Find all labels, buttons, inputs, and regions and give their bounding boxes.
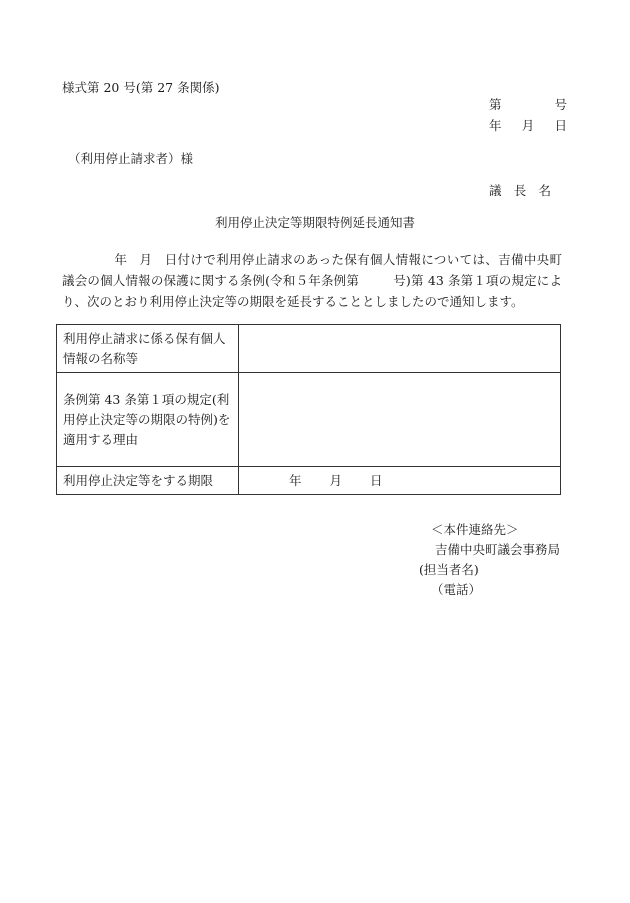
contact-block: [419, 520, 560, 600]
sender-char-1: 議: [489, 183, 502, 198]
addressee: （利用停止請求者）様: [68, 151, 194, 166]
issue-date-year: 年: [489, 118, 502, 133]
table-row: [57, 467, 561, 495]
issue-date: [489, 120, 567, 133]
row-value-deadline: [239, 467, 561, 495]
issue-date-month: 月: [521, 118, 535, 133]
body-year: 年: [114, 252, 128, 267]
body-paragraph: [62, 249, 562, 312]
table-row: [57, 373, 561, 467]
form-number: 様式第 20 号(第 27 条関係): [62, 80, 220, 95]
body-text-part-1: 日付けで利用停止請求のあった保有個人情報については、吉備中央町議会の個人情報の保護に関する条例(令和５年条例第: [62, 252, 562, 288]
row-value-reason: [239, 373, 561, 467]
sender-char-3: 名: [538, 183, 551, 198]
contact-person: (担当者名): [419, 562, 479, 577]
document-number: [489, 99, 567, 112]
body-text-part-2: 号)第 43 条第１項の規定により、次のとおり利用停止決定等の期限を延長することとしましたので通知します。: [62, 273, 562, 309]
row-label-reason: 条例第 43 条第１項の規定(利用停止決定等の期限の特例)を適用する理由: [57, 373, 239, 467]
contact-office: 吉備中央町議会事務局: [435, 542, 561, 557]
document-number-prefix: 第: [489, 97, 502, 112]
contact-phone: （電話）: [431, 582, 482, 597]
issue-date-day: 日: [554, 118, 567, 133]
document-title: 利用停止決定等期限特例延長通知書: [214, 215, 415, 230]
body-month: 月: [139, 252, 153, 267]
deadline-year: 年: [289, 472, 302, 488]
deadline-month: 月: [329, 472, 343, 488]
info-table: [56, 324, 561, 495]
sender-name: [489, 185, 551, 198]
contact-heading: ＜本件連絡先＞: [431, 522, 519, 537]
sender-char-2: 長: [513, 183, 527, 198]
deadline-day: 日: [370, 472, 383, 488]
table-row: [57, 325, 561, 373]
row-value-info-name: [239, 325, 561, 373]
document-number-suffix: 号: [554, 97, 567, 112]
row-label-info-name: 利用停止請求に係る保有個人情報の名称等: [57, 325, 239, 373]
row-label-deadline: 利用停止決定等をする期限: [57, 467, 239, 495]
